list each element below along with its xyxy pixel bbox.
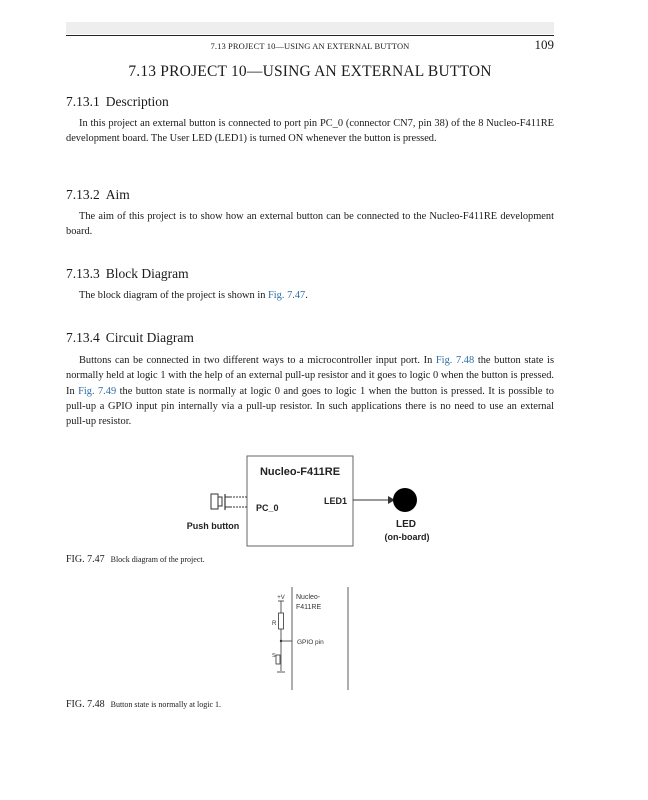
- resistor-label: R: [272, 621, 277, 627]
- pin-label: PC_0: [256, 503, 279, 513]
- section-heading-aim: 7.13.2 Aim: [66, 187, 130, 202]
- resistor-icon: [279, 613, 284, 629]
- fig-747-link[interactable]: Fig. 7.47: [268, 290, 306, 301]
- section-heading-circuit-diagram: 7.13.4 Circuit Diagram: [66, 330, 194, 345]
- figure-748-caption: FIG. 7.48 Button state is normally at logic 1.: [66, 699, 222, 710]
- top-band: [66, 22, 554, 34]
- aim-paragraph: The aim of this project is to show how an external button can be connected to the Nucleo-F411RE development board.: [66, 211, 554, 238]
- circuit-diagram-paragraph: Buttons can be connected in two different ways to a microcontroller input port. In Fig. 7.48 the button state is normally held at logic 1 with the help of an external pull-up resistor and it goes to logic 0 when the button is pressed. In Fig. 7.49 the button state is normally at logic 0 and goes to logic 1 when the button is pressed. It is possible to pull-up a GPIO input pin internally via a pull-up resistor. In such applications there is no need to use an external pull-up resistor.: [66, 355, 554, 428]
- gpio-pin-label: GPIO pin: [297, 639, 324, 646]
- block-diagram-paragraph: The block diagram of the project is shown in Fig. 7.47.: [79, 290, 308, 301]
- push-button-label: Push button: [186, 521, 240, 531]
- led-label: LED: [396, 519, 416, 530]
- board-label: Nucleo-F411RE: [259, 466, 341, 478]
- board-label-line1: Nucleo-: [296, 594, 321, 601]
- led-pin-label: LED1: [323, 496, 347, 506]
- board-label-line2: F411RE: [296, 604, 322, 611]
- switch-label: S: [272, 653, 276, 659]
- block-diagram-figure: [170, 450, 470, 550]
- pullup-circuit-figure: [255, 585, 365, 695]
- switch-icon: [276, 647, 281, 671]
- running-head: 7.13 PROJECT 10—USING AN EXTERNAL BUTTON: [210, 41, 410, 51]
- section-heading-block-diagram: 7.13.3 Block Diagram: [66, 266, 189, 281]
- led-icon: [393, 488, 417, 512]
- page-number: 109: [534, 37, 554, 52]
- vplus-label: +V: [277, 595, 285, 601]
- junction-dot: [280, 640, 282, 642]
- section-heading-description: 7.13.1 Description: [66, 94, 169, 109]
- fig-748-link[interactable]: Fig. 7.48: [435, 355, 475, 366]
- figure-747-caption: FIG. 7.47 Block diagram of the project.: [66, 554, 205, 565]
- push-button-icon: [211, 494, 230, 510]
- fig-749-link[interactable]: Fig. 7.49: [78, 385, 117, 397]
- led-sublabel: (on-board): [384, 532, 430, 542]
- description-paragraph: In this project an external button is connected to port pin PC_0 (connector CN7, pin 38) of the 8 Nucleo-F411RE development board. The User LED (LED1) is turned ON whenever the button is pressed.: [66, 118, 554, 145]
- chapter-title: 7.13 PROJECT 10—USING AN EXTERNAL BUTTON: [128, 63, 492, 80]
- header-rule: [66, 35, 554, 36]
